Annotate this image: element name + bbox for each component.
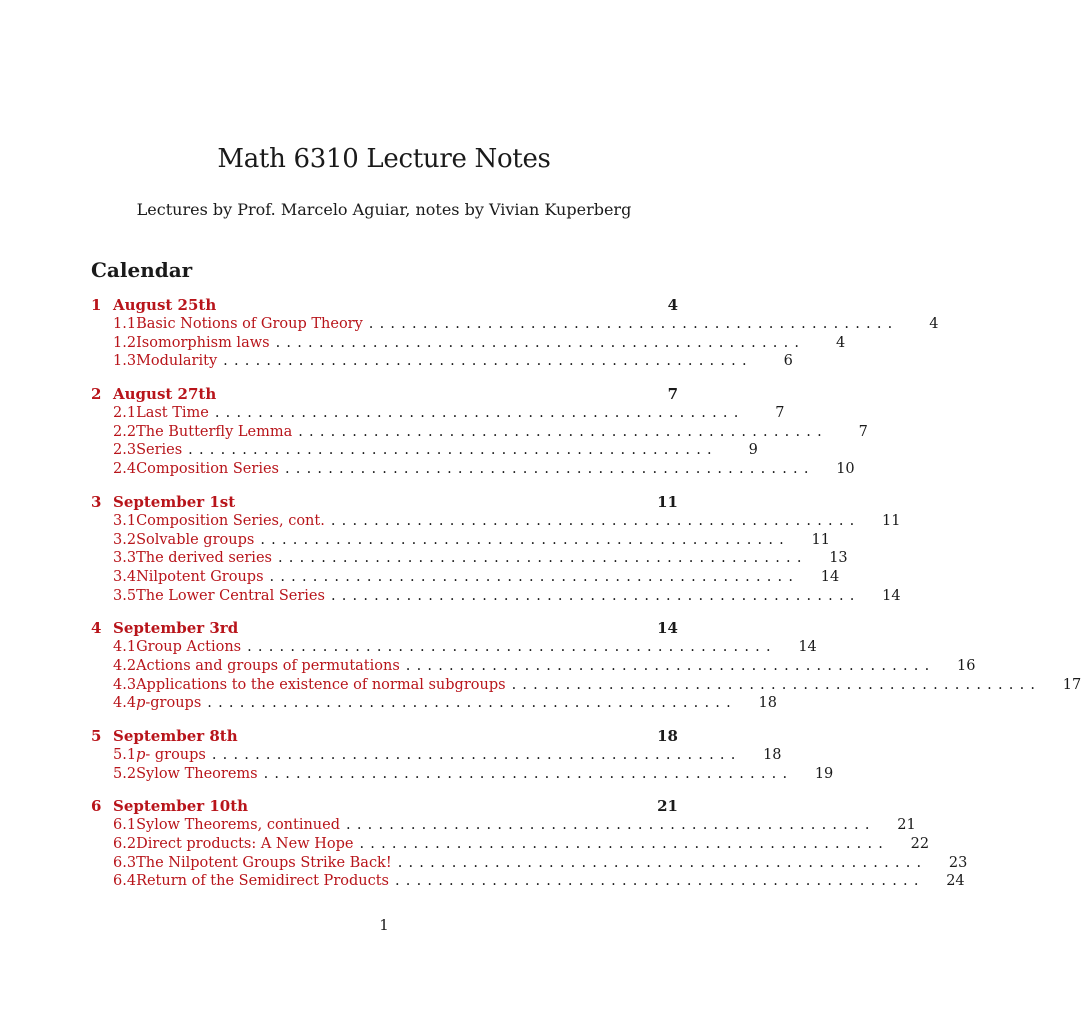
- toc-subsection-entry[interactable]: [91, 512, 901, 532]
- toc-subsection-entry[interactable]: [91, 423, 868, 443]
- section-title-link[interactable]: August 25th: [113, 296, 217, 314]
- subsection-number[interactable]: 1.2: [113, 334, 137, 351]
- subsection-page-number: 18: [763, 747, 782, 763]
- subsection-number[interactable]: 6.4: [113, 873, 137, 890]
- subsection-page-number: 24: [946, 873, 965, 890]
- subsection-page-number: 22: [910, 836, 930, 853]
- subsection-page-number: 7: [775, 405, 785, 422]
- subsection-title-link[interactable]: The derived series: [136, 550, 272, 567]
- toc-subsection-entry[interactable]: [91, 836, 930, 855]
- subsection-title-link[interactable]: p- groups: [136, 747, 206, 763]
- toc-section-entry[interactable]: [91, 493, 678, 513]
- toc-subsection-entry[interactable]: [91, 873, 965, 892]
- toc-section-entry[interactable]: [91, 385, 678, 405]
- subsection-title-link[interactable]: Solvable groups: [136, 531, 255, 548]
- section-page-number: 11: [657, 492, 678, 511]
- dot-leader: .................................................: [298, 423, 828, 440]
- toc-subsection-entry[interactable]: [91, 316, 939, 335]
- subsection-number[interactable]: 3.4: [113, 568, 137, 585]
- subsection-page-number: 23: [948, 854, 968, 871]
- calendar-heading: Calendar: [91, 258, 193, 282]
- section-page-number: 14: [657, 619, 678, 638]
- section-page-number: 7: [667, 385, 678, 404]
- dot-leader: .................................................: [359, 836, 890, 853]
- document-subtitle: Lectures by Prof. Marcelo Aguiar, notes by Vivian Kuperberg: [136, 200, 632, 219]
- toc-subsection-entry[interactable]: [91, 639, 817, 658]
- toc-section-entry[interactable]: [91, 727, 678, 747]
- subsection-title-link[interactable]: Sylow Theorems, continued: [136, 817, 341, 834]
- subsection-page-number: 14: [882, 587, 901, 604]
- section-title-link[interactable]: September 1st: [113, 492, 236, 511]
- subsection-title-link[interactable]: Sylow Theorems: [136, 765, 258, 782]
- subsection-page-number: 16: [956, 657, 976, 674]
- subsection-page-number: 6: [783, 353, 793, 370]
- dot-leader: .................................................: [368, 316, 899, 332]
- dot-leader: .................................................: [397, 854, 928, 871]
- dot-leader: .................................................: [330, 512, 861, 529]
- subsection-title-link[interactable]: Composition Series: [136, 461, 279, 478]
- toc-section: [91, 727, 834, 784]
- subsection-number[interactable]: 3.2: [113, 531, 137, 548]
- section-title-link[interactable]: September 10th: [113, 797, 249, 816]
- subsection-number[interactable]: 4.3: [113, 676, 137, 693]
- toc-subsection-entry[interactable]: [91, 854, 968, 874]
- subsection-number[interactable]: 3.3: [113, 550, 137, 567]
- dot-leader: .................................................: [211, 747, 742, 763]
- subsection-number[interactable]: 4.2: [113, 657, 137, 674]
- subsection-page-number: 4: [929, 316, 939, 332]
- subsection-page-number: 11: [811, 531, 830, 548]
- toc-subsection-entry[interactable]: [91, 657, 976, 677]
- toc-subsection-entry[interactable]: [91, 353, 793, 372]
- subsection-page-number: 14: [820, 568, 840, 585]
- dot-leader: .................................................: [214, 405, 745, 422]
- toc-section-entry[interactable]: [91, 619, 678, 639]
- section-number[interactable]: 6: [91, 797, 102, 816]
- subsection-number[interactable]: 2.1: [113, 405, 137, 422]
- table-of-contents: [91, 296, 1081, 905]
- dot-leader: .................................................: [511, 676, 1042, 693]
- toc-section: [91, 492, 901, 606]
- subsection-number[interactable]: 6.3: [113, 854, 137, 871]
- subsection-page-number: 18: [758, 695, 777, 712]
- dot-leader: .................................................: [394, 873, 925, 890]
- subsection-title-link[interactable]: Direct products: A New Hope: [136, 836, 354, 853]
- section-number[interactable]: 1: [91, 296, 102, 314]
- toc-subsection-entry[interactable]: [91, 442, 758, 461]
- subsection-page-number: 7: [858, 423, 868, 440]
- dot-leader: .................................................: [247, 639, 777, 656]
- dot-leader: .................................................: [260, 531, 790, 548]
- subsection-page-number: 21: [897, 817, 916, 834]
- subsection-title-link[interactable]: The Lower Central Series: [136, 587, 325, 604]
- subsection-page-number: 9: [748, 442, 758, 459]
- subsection-number[interactable]: 5.2: [113, 765, 137, 782]
- dot-leader: .................................................: [188, 442, 718, 459]
- dot-leader: .................................................: [405, 657, 936, 674]
- subsection-title-link[interactable]: Last Time: [136, 405, 209, 422]
- subsection-title-link[interactable]: Applications to the existence of normal subgroups: [136, 676, 506, 693]
- dot-leader: .................................................: [346, 817, 876, 834]
- toc-section: [91, 385, 868, 480]
- subsection-number[interactable]: 4.4: [113, 695, 137, 712]
- dot-leader: .................................................: [275, 334, 806, 351]
- toc-section-entry[interactable]: [91, 296, 678, 316]
- subsection-page-number: 19: [814, 765, 834, 782]
- subsection-number[interactable]: 2.2: [113, 423, 137, 440]
- toc-subsection-entry[interactable]: [91, 461, 855, 480]
- subsection-number[interactable]: 5.1: [113, 747, 137, 763]
- subsection-title-link[interactable]: Composition Series, cont.: [136, 512, 325, 529]
- dot-leader: .................................................: [223, 353, 753, 370]
- section-number[interactable]: 4: [91, 619, 102, 638]
- toc-subsection-entry[interactable]: [91, 695, 777, 714]
- page-number: 1: [379, 916, 389, 934]
- toc-subsection-entry[interactable]: [91, 531, 830, 551]
- section-number[interactable]: 5: [91, 727, 102, 745]
- subsection-title-link[interactable]: Series: [136, 442, 183, 459]
- subsection-title-link[interactable]: Isomorphism laws: [136, 334, 270, 351]
- subsection-title-link[interactable]: The Butterfly Lemma: [136, 423, 293, 440]
- subsection-number[interactable]: 3.1: [113, 512, 137, 529]
- section-number[interactable]: 2: [91, 385, 102, 404]
- toc-section: [91, 619, 1081, 714]
- toc-subsection-entry[interactable]: [91, 817, 916, 836]
- subsection-title-link[interactable]: p-groups: [136, 695, 202, 712]
- subsection-title-link[interactable]: Return of the Semidirect Products: [136, 873, 389, 890]
- section-page-number: 21: [657, 797, 678, 816]
- toc-subsection-entry[interactable]: [91, 334, 846, 354]
- subsection-title-link[interactable]: Modularity: [136, 353, 218, 370]
- document-title: Math 6310 Lecture Notes: [217, 144, 551, 174]
- subsection-number[interactable]: 4.1: [113, 639, 137, 656]
- toc-subsection-entry[interactable]: [91, 405, 785, 424]
- subsection-number[interactable]: 1.3: [113, 353, 137, 370]
- subsection-number[interactable]: 6.2: [113, 836, 137, 853]
- toc-subsection-entry[interactable]: [91, 676, 1081, 696]
- section-page-number: 18: [657, 727, 678, 745]
- toc-section: [91, 797, 968, 892]
- subsection-page-number: 13: [829, 550, 848, 567]
- section-title-link[interactable]: September 8th: [113, 727, 238, 745]
- toc-subsection-entry[interactable]: [91, 765, 834, 785]
- toc-subsection-entry[interactable]: [91, 747, 782, 766]
- dot-leader: .................................................: [277, 550, 808, 567]
- section-number[interactable]: 3: [91, 492, 102, 511]
- section-page-number: 4: [667, 296, 678, 314]
- subsection-title-link[interactable]: Group Actions: [136, 639, 242, 656]
- section-title-link[interactable]: September 3rd: [113, 619, 239, 638]
- toc-subsection-entry[interactable]: [91, 587, 901, 607]
- toc-subsection-entry[interactable]: [91, 550, 848, 569]
- subsection-page-number: 11: [882, 512, 901, 529]
- toc-subsection-entry[interactable]: [91, 568, 840, 588]
- subsection-page-number: 10: [836, 461, 855, 478]
- subsection-title-link[interactable]: The Nilpotent Groups Strike Back!: [136, 854, 392, 871]
- subsection-title-link[interactable]: Actions and groups of permutations: [136, 657, 400, 674]
- subsection-number[interactable]: 2.3: [113, 442, 137, 459]
- subsection-title-link[interactable]: Basic Notions of Group Theory: [136, 316, 363, 332]
- section-title-link[interactable]: August 27th: [113, 385, 217, 404]
- subsection-number[interactable]: 6.1: [113, 817, 137, 834]
- dot-leader: .................................................: [284, 461, 815, 478]
- subsection-number[interactable]: 3.5: [113, 587, 137, 604]
- subsection-number[interactable]: 1.1: [113, 316, 137, 332]
- dot-leader: .................................................: [330, 587, 861, 604]
- toc-section-entry[interactable]: [91, 797, 678, 817]
- subsection-number[interactable]: 2.4: [113, 461, 137, 478]
- subsection-page-number: 14: [798, 639, 817, 656]
- subsection-title-link[interactable]: Nilpotent Groups: [136, 568, 264, 585]
- dot-leader: .................................................: [269, 568, 800, 585]
- dot-leader: .................................................: [207, 695, 737, 712]
- subsection-page-number: 4: [836, 334, 846, 351]
- toc-section: [91, 296, 939, 372]
- subsection-page-number: 17: [1062, 676, 1081, 693]
- dot-leader: .................................................: [263, 765, 794, 782]
